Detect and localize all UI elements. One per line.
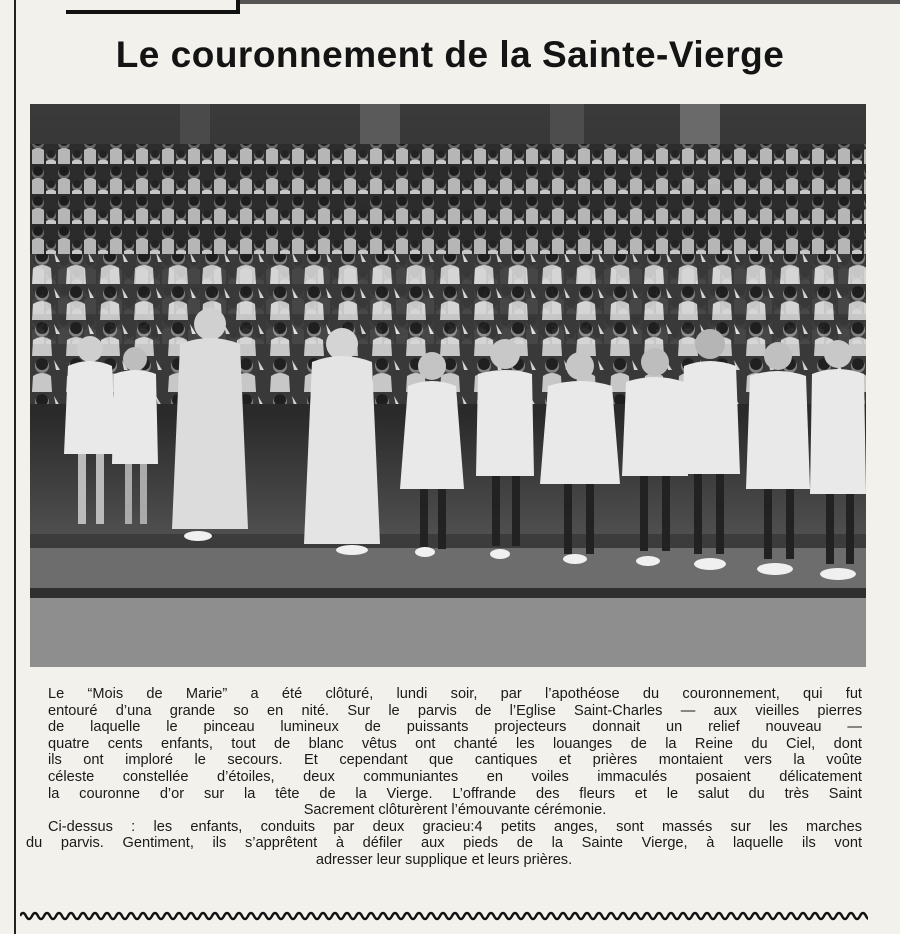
photo-caption <box>26 686 862 869</box>
caption-line: adresser leur supplique et leurs prières. <box>315 851 573 868</box>
caption-line: ils ont imploré le secours. Et cependant que cantiques et prières montaient vers la voûte <box>48 752 862 769</box>
wavy-rule <box>20 908 868 924</box>
article-photo <box>30 104 866 667</box>
caption-line: de laquelle le pinceau lumineux de puissants projecteurs donnait un relief nouveau — <box>48 719 862 736</box>
caption-line: la couronne d’or sur la tête de la Vierge. L’offrande des fleurs et le salut du très Saint <box>48 785 862 802</box>
caption-line: céleste constellée d’étoiles, deux communiantes en voiles immaculés posaient délicatement <box>48 768 862 785</box>
headline: Le couronnement de la Sainte-Vierge <box>115 34 785 75</box>
caption-line: entouré d’una grande so en nité. Sur le parvis de l’Eglise Saint-Charles — aux vieilles pierres <box>48 702 862 719</box>
caption-paragraph-2 <box>26 819 862 869</box>
column-rule-left <box>14 0 16 934</box>
top-rule-box <box>66 0 240 14</box>
caption-line: Sacrement clôturèrent l’émouvante cérémonie. <box>303 802 607 819</box>
caption-paragraph-1 <box>26 686 862 819</box>
photo-illustration <box>30 104 866 667</box>
caption-line: Ci-dessus : les enfants, conduits par deux gracieu:4 petits anges, sont massés sur les marches <box>48 818 862 835</box>
caption-line: quatre cents enfants, tout de blanc vêtus ont chanté les louanges de la Reine du Ciel, dont <box>48 735 862 752</box>
top-rule-line <box>240 0 900 4</box>
caption-line: du parvis. Gentiment, ils s’apprêtent à défiler aux pieds de la Sainte Vierge, à laquelle ils vont <box>26 835 862 852</box>
caption-line: Le “Mois de Marie” a été clôturé, lundi soir, par l’apothéose du couronnement, qui fut <box>48 686 862 702</box>
